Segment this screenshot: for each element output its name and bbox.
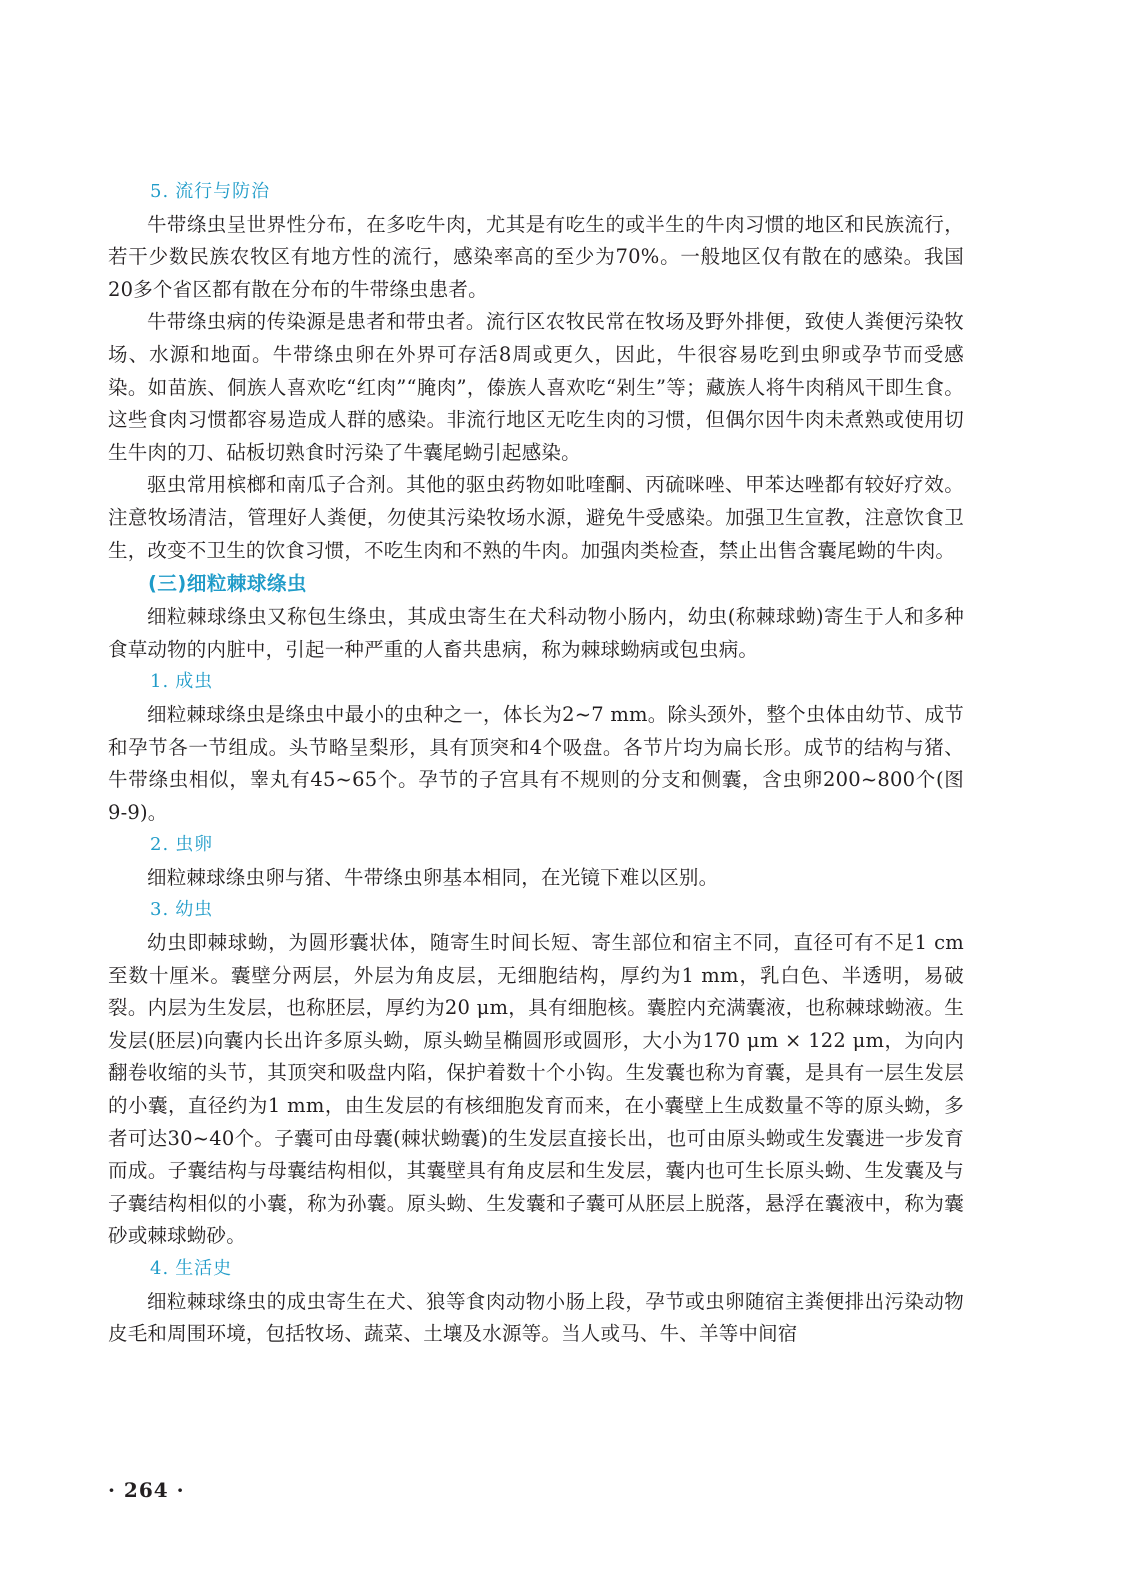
section-heading: (三)细粒棘球绦虫 xyxy=(148,572,307,596)
page-number: · 264 · xyxy=(108,1478,185,1502)
subheading-life-cycle xyxy=(108,1253,964,1286)
page-content xyxy=(108,176,964,1351)
subheading-number: 5. xyxy=(150,181,170,202)
paragraph: 细粒棘球绦虫是绦虫中最小的虫种之一，体长为2~7 mm。除头颈外，整个虫体由幼节、成节和孕节各一节组成。头节略呈梨形，具有顶突和4个吸盘。各节片均为扁长形。成节的结构与猪、牛带绦虫相似，睾丸有45~65个。孕节的子宫具有不规则的分支和侧囊，含虫卵200~800个(图9-9)。 xyxy=(108,702,964,824)
paragraph: 细粒棘球绦虫卵与猪、牛带绦虫卵基本相同，在光镜下难以区别。 xyxy=(147,865,719,889)
subheading-adult xyxy=(108,666,964,699)
subheading-number: 3. xyxy=(150,899,170,921)
paragraph: 驱虫常用槟榔和南瓜子合剂。其他的驱虫药物如吡喹酮、丙硫咪唑、甲苯达唑都有较好疗效。注意牧场清洁，管理好人粪便，勿使其污染牧场水源，避免牛受感染。加强卫生宣教，注意饮食卫生，改变不卫生的饮食习惯，不吃生肉和不熟的牛肉。加强肉类检查，禁止出售含囊尾蚴的牛肉。 xyxy=(108,473,964,562)
subheading-number: 1. xyxy=(150,671,170,693)
paragraph: 细粒棘球绦虫的成虫寄生在犬、狼等食肉动物小肠上段，孕节或虫卵随宿主粪便排出污染动物皮毛和周围环境，包括牧场、蔬菜、土壤及水源等。当人或马、牛、羊等中间宿 xyxy=(108,1289,964,1346)
subheading-text: 虫卵 xyxy=(175,834,214,856)
subheading-epidemiology xyxy=(108,176,964,209)
subheading-text: 流行与防治 xyxy=(175,181,271,202)
paragraph: 幼虫即棘球蚴，为圆形囊状体，随寄生时间长短、寄生部位和宿主不同，直径可有不足1 cm至数十厘米。囊壁分两层，外层为角皮层，无细胞结构，厚约为1 mm，乳白色、半透明，易破裂。内层为生发层，也称胚层，厚约为20 μm，具有细胞核。囊腔内充满囊液，也称棘球蚴液。生发层(胚层)向囊内长出许多原头蚴，原头蚴呈椭圆形或圆形，大小为170 μm × 122 μm，为向内翻卷收缩的头节，其顶突和吸盘内陷，保护着数十个小钩。生发囊也称为育囊，是具有一层生发层的小囊，直径约为1 mm，由生发层的有核细胞发育而来，在小囊壁上生成数量不等的原头蚴，多者可达30~40个。子囊可由母囊(棘状蚴囊)的生发层直接长出，也可由原头蚴或生发囊进一步发育而成。子囊结构与母囊结构相似，其囊壁具有角皮层和生发层，囊内也可生长原头蚴、生发囊及与子囊结构相似的小囊，称为孙囊。原头蚴、生发囊和子囊可从胚层上脱落，悬浮在囊液中，称为囊砂或棘球蚴砂。 xyxy=(108,931,964,1248)
subheading-text: 成虫 xyxy=(175,671,214,693)
paragraph: 牛带绦虫呈世界性分布，在多吃牛肉，尤其是有吃生的或半生的牛肉习惯的地区和民族流行，若干少数民族农牧区有地方性的流行，感染率高的至少为70%。一般地区仅有散在的感染。我国20多个省区都有散在分布的牛带绦虫患者。 xyxy=(108,212,964,301)
subheading-text: 生活史 xyxy=(175,1258,233,1279)
subheading-text: 幼虫 xyxy=(175,899,214,921)
paragraph: 细粒棘球绦虫又称包生绦虫，其成虫寄生在犬科动物小肠内，幼虫(称棘球蚴)寄生于人和多种食草动物的内脏中，引起一种严重的人畜共患病，称为棘球蚴病或包虫病。 xyxy=(108,605,964,661)
subheading-egg xyxy=(108,829,964,862)
subheading-number: 2. xyxy=(150,834,170,856)
subheading-larva xyxy=(108,894,964,927)
subheading-number: 4. xyxy=(150,1258,170,1279)
paragraph: 牛带绦虫病的传染源是患者和带虫者。流行区农牧民常在牧场及野外排便，致使人粪便污染牧场、水源和地面。牛带绦虫卵在外界可存活8周或更久，因此，牛很容易吃到虫卵或孕节而受感染。如苗族、侗族人喜欢吃“红肉”“腌肉”，傣族人喜欢吃“剁生”等；藏族人将牛肉稍风干即生食。这些食肉习惯都容易造成人群的感染。非流行地区无吃生肉的习惯，但偶尔因牛肉未煮熟或使用切生牛肉的刀、砧板切熟食时污染了牛囊尾蚴引起感染。 xyxy=(108,310,964,464)
